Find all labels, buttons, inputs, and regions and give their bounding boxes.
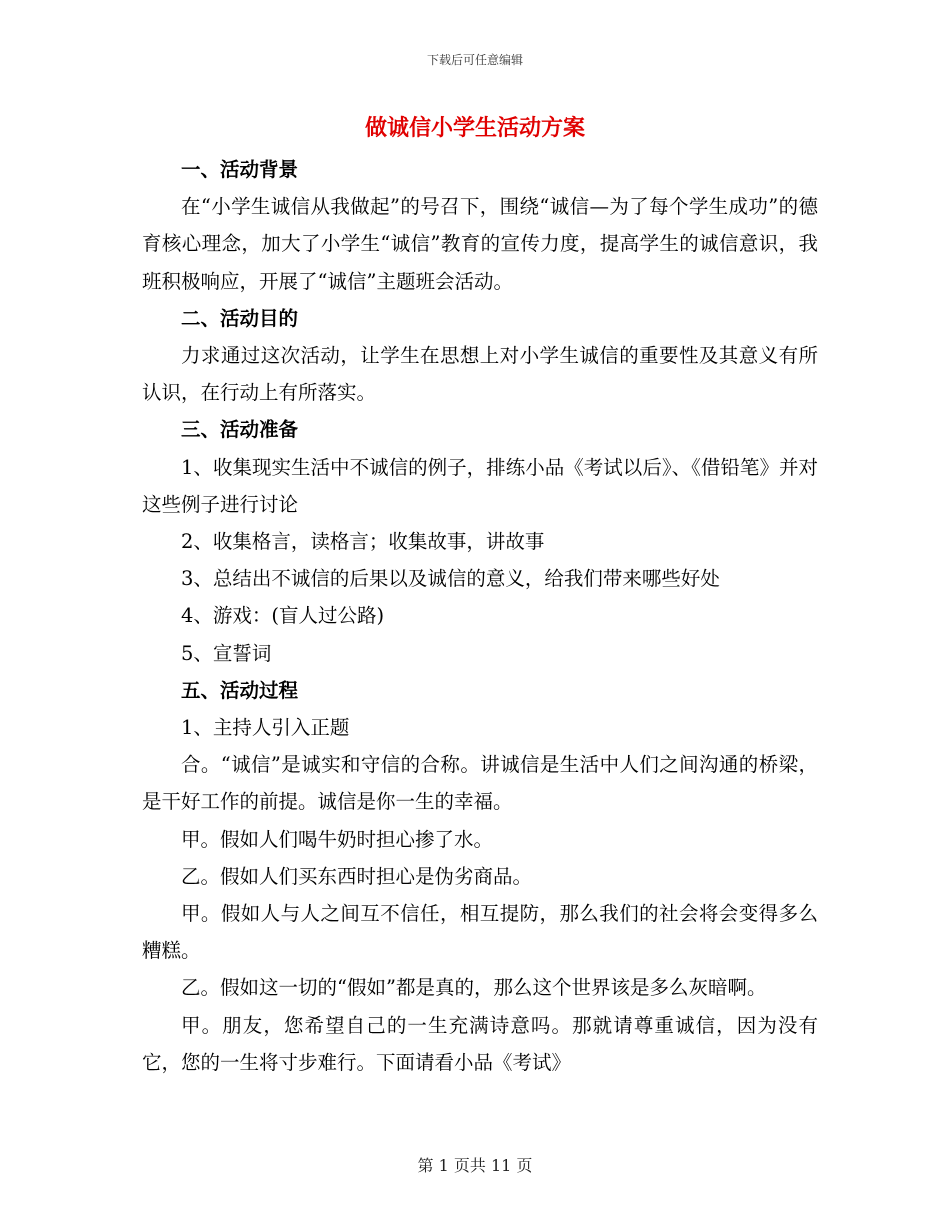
preparation-item-5: 5、宣誓词	[181, 641, 272, 665]
dialogue-line: 乙。假如这一切的“假如”都是真的，那么这个世界该是多么灰暗啊。	[181, 976, 767, 1000]
preparation-item-4: 4、游戏：(盲人过公路)	[181, 604, 385, 628]
section-heading-preparation: 三、活动准备	[181, 418, 299, 442]
document-body	[142, 151, 818, 1081]
dialogue-line: 甲。假如人们喝牛奶时担心掺了水。	[181, 827, 494, 851]
dialogue-line: 甲。假如人与人之间互不信任，相互提防，那么我们的社会将会变得多么糟糕。	[142, 902, 818, 963]
paragraph-purpose: 力求通过这次活动，让学生在思想上对小学生诚信的重要性及其意义有所认识，在行动上有所落实。	[142, 344, 818, 405]
section-heading-process: 五、活动过程	[181, 678, 299, 702]
section-heading-background: 一、活动背景	[181, 158, 299, 181]
page-footer-page-number: 第 1 页共 11 页	[417, 1156, 533, 1175]
process-step-1: 1、主持人引入正题	[181, 716, 350, 740]
paragraph-background: 在“小学生诚信从我做起”的号召下，围绕“诚信—为了每个学生成功”的德育核心理念，加大了小学生“诚信”教育的宣传力度，提高学生的诚信意识，我班积极响应，开展了“诚信”主题班会活动。	[142, 195, 818, 293]
dialogue-line: 乙。假如人们买东西时担心是伪劣商品。	[181, 864, 533, 888]
section-heading-purpose: 二、活动目的	[181, 306, 299, 330]
dialogue-line: 合。“诚信”是诚实和守信的合称。讲诚信是生活中人们之间沟通的桥梁，是干好工作的前提。诚信是你一生的幸福。	[142, 753, 818, 814]
page-header-note: 下载后可任意编辑	[426, 53, 523, 67]
preparation-item-1: 1、收集现实生活中不诚信的例子，排练小品《考试以后》、《借铅笔》并对这些例子进行讨论	[142, 455, 818, 516]
document-title: 做诚信小学生活动方案	[364, 115, 585, 141]
dialogue-line: 甲。朋友，您希望自己的一生充满诗意吗。那就请尊重诚信，因为没有它，您的一生将寸步难行。下面请看小品《考试》	[142, 1013, 818, 1074]
preparation-item-2: 2、收集格言，读格言；收集故事，讲故事	[181, 530, 545, 554]
preparation-item-3: 3、总结出不诚信的后果以及诚信的意义，给我们带来哪些好处	[181, 567, 720, 591]
